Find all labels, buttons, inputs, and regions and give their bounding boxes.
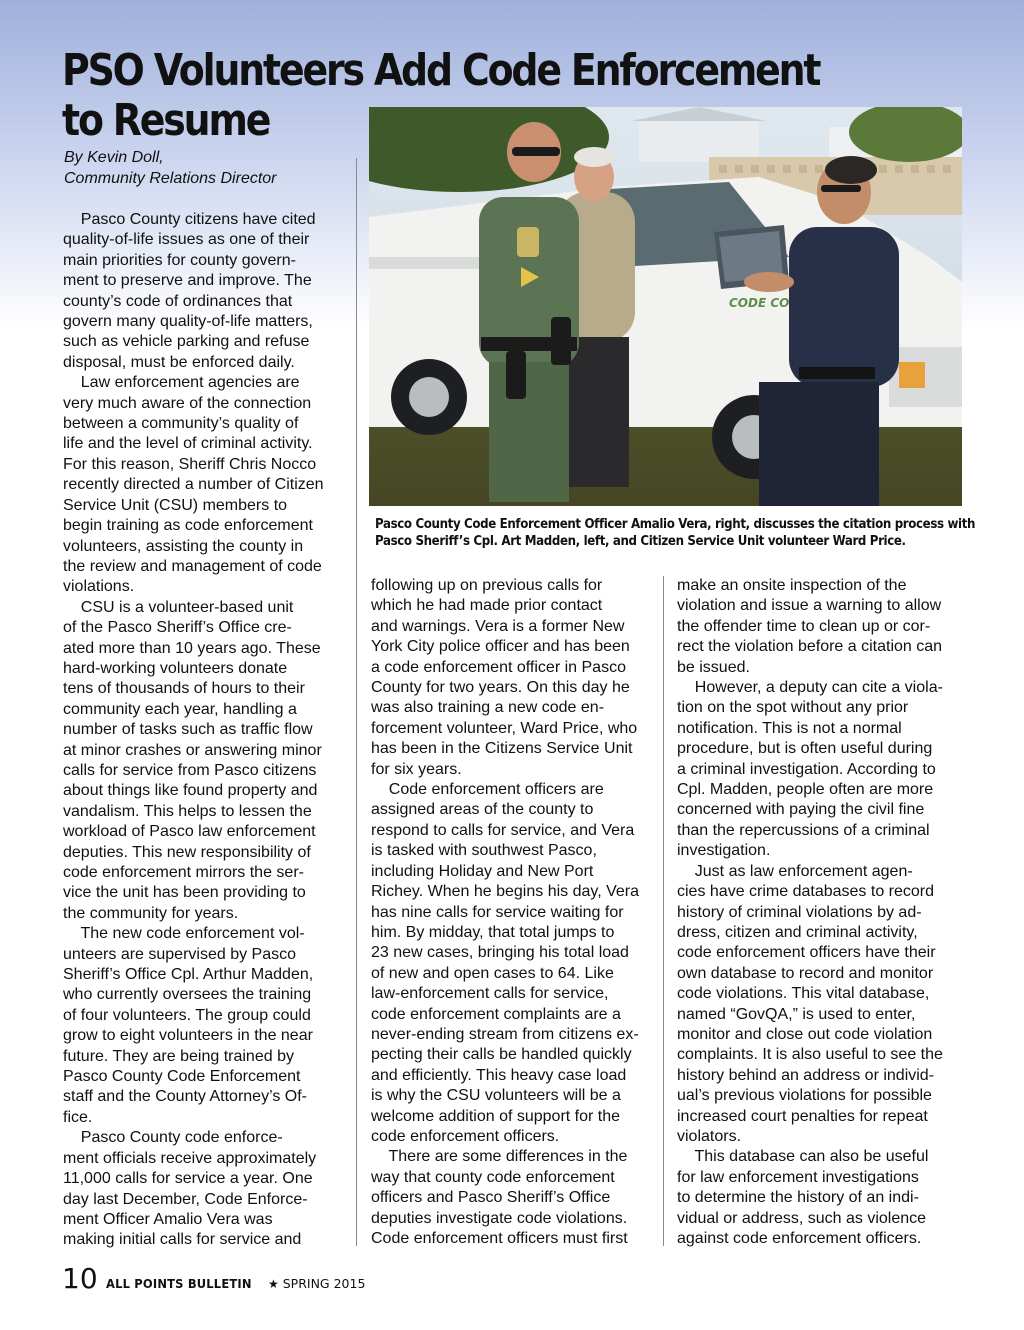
photo-caption-line-2: Pasco Sheriff’s Cpl. Art Madden, left, and Citizen Service Unit volunteer Ward Price. (375, 534, 906, 549)
article-text-line: 23 new cases, bringing his total load (371, 944, 629, 962)
article-text-line: for six years. (371, 760, 462, 778)
article-text-line: govern many quality-of-life matters, (63, 313, 313, 331)
article-text-line: concerned with paying the civil fine (677, 801, 925, 819)
page-number: 10 (62, 1262, 98, 1295)
page-footer (62, 1262, 365, 1295)
article-text-line: is tasked with southwest Pasco, (371, 842, 597, 860)
article-text-line: workload of Pasco law enforcement (63, 823, 316, 841)
article-text-line: For this reason, Sheriff Chris Nocco (63, 455, 317, 473)
article-text-line: which he had made prior contact (371, 597, 603, 615)
article-text-line: complaints. It is also useful to see the (677, 1046, 943, 1064)
article-text-line: history behind an address or individ- (677, 1066, 935, 1084)
article-text-line: Law enforcement agencies are (63, 374, 300, 392)
article-text-line: fice. (63, 1108, 93, 1126)
article-text-line: This database can also be useful (677, 1148, 929, 1166)
article-text-line: disposal, must be enforced daily. (63, 353, 295, 371)
article-text-line: vice the unit has been providing to (63, 884, 306, 902)
article-text-line: the review and management of code (63, 557, 322, 575)
article-text-line: code enforcement officers. (371, 1127, 560, 1145)
truck-door-text: CODE CO (729, 296, 790, 310)
article-text-line: ment officials receive approximately (63, 1149, 317, 1167)
article-text-line: the community for years. (63, 904, 239, 922)
article-text-line: is why the CSU volunteers will be a (371, 1087, 621, 1105)
article-text-line: assigned areas of the county to (371, 801, 594, 819)
article-text-line: including Holiday and New Port (371, 862, 594, 880)
article-text-line: about things like found property and (63, 782, 318, 800)
article-text-line: Service Unit (CSU) members to (63, 496, 288, 514)
article-text-line: own database to record and monitor (677, 964, 934, 982)
article-text-line: Pasco County citizens have cited (63, 211, 316, 228)
article-text-line: main priorities for county govern- (63, 251, 296, 269)
star-icon: ★ (267, 1277, 279, 1291)
article-text-line: code enforcement mirrors the ser- (63, 864, 304, 881)
article-text-line: for law enforcement investigations (677, 1168, 919, 1186)
photo-caption (375, 516, 976, 550)
byline-title: Community Relations Director (64, 169, 277, 187)
article-text-line: welcome addition of support for the (371, 1107, 621, 1125)
article-text-line: him. By midday, that total jumps to (371, 923, 615, 941)
article-text-line: quality-of-life issues as one of their (63, 231, 310, 249)
article-text-line: tens of thousands of hours to their (63, 680, 305, 698)
article-text-line: Pasco County Code Enforcement (63, 1068, 301, 1086)
article-text-line: than the repercussions of a criminal (677, 821, 930, 839)
article-text-line: a code enforcement officer in Pasco (371, 658, 626, 676)
article-text-line: a criminal investigation. According to (677, 760, 936, 778)
article-text-line: Pasco County code enforce- (63, 1129, 283, 1147)
article-text-line: county’s code of ordinances that (63, 292, 293, 310)
photo-illustration (369, 107, 962, 506)
article-text-line: of new and open cases to 64. Like (371, 964, 614, 982)
article-text-line: never-ending stream from citizens ex- (371, 1025, 639, 1043)
article-text-line: at minor crashes or answering minor (63, 741, 322, 759)
article-text-line: pecting their calls be handled quickly (371, 1046, 632, 1064)
article-text-line: history of criminal violations by ad- (677, 903, 922, 921)
article-text-line: code violations. This vital database, (677, 985, 930, 1003)
article-text-line: be issued. (677, 658, 750, 676)
article-text-line: who currently oversees the training (63, 986, 312, 1004)
article-text-line: Code enforcement officers must first (371, 1230, 628, 1247)
article-text-line: way that county code enforcement (371, 1168, 615, 1186)
article-text-line: of the Pasco Sheriff’s Office cre- (63, 619, 292, 637)
article-text-line: forcement volunteer, Ward Price, who (371, 719, 638, 737)
article-text-line: making initial calls for service and (63, 1231, 302, 1249)
article-text-line: law-enforcement calls for service, (371, 985, 609, 1003)
article-text-line: has nine calls for service waiting for (371, 903, 624, 921)
article-text-line: dress, citizen and criminal activity, (677, 923, 918, 941)
article-text-line: 11,000 calls for service a year. One (63, 1170, 313, 1188)
article-text-line: ment to preserve and improve. The (63, 272, 312, 290)
article-text-line: investigation. (677, 842, 771, 860)
issue-label: SPRING 2015 (282, 1276, 366, 1291)
article-text-line: notification. This is not a normal (677, 719, 902, 737)
article-text-line: to determine the history of an indi- (677, 1189, 919, 1207)
article-text-line: violations. (63, 578, 135, 596)
article-text-line: hard-working volunteers donate (63, 659, 288, 677)
article-text-line: Richey. When he begins his day, Vera (371, 883, 639, 901)
article-photo (369, 107, 962, 506)
article-text-line: monitor and close out code violation (677, 1025, 933, 1043)
article-text-line: ual’s previous violations for possible (677, 1087, 932, 1105)
article-text-line: grow to eight volunteers in the near (63, 1027, 313, 1045)
article-text-line: ated more than 10 years ago. These (63, 639, 321, 657)
article-text-line: officers and Pasco Sheriff’s Office (371, 1189, 611, 1207)
column-divider-2 (663, 576, 664, 1246)
article-text-line: Cpl. Madden, people often are more (677, 781, 934, 799)
article-text-line: Just as law enforcement agen- (677, 862, 913, 880)
article-text-line: make an onsite inspection of the (677, 577, 907, 594)
byline (64, 148, 354, 189)
article-text-line: There are some differences in the (371, 1148, 628, 1166)
article-text-line: vidual or address, such as violence (677, 1209, 927, 1227)
headline-line-2: to Resume (62, 95, 270, 146)
article-text-line: ment Officer Amalio Vera was (63, 1210, 273, 1228)
publication-name: ALL POINTS BULLETIN (105, 1276, 252, 1291)
article-text-line: rect the violation before a citation can (677, 638, 943, 656)
article-text-line: was also training a new code en- (371, 699, 605, 717)
article-text-line: vandalism. This helps to lessen the (63, 802, 312, 820)
article-text-line: code enforcement complaints are a (371, 1005, 621, 1023)
article-text-line: procedure, but is often useful during (677, 740, 933, 758)
article-column-1 (63, 210, 348, 1251)
article-text-line: However, a deputy can cite a viola- (677, 679, 943, 697)
article-text-line: number of tasks such as traffic flow (63, 721, 313, 739)
article-text-line: community each year, handling a (63, 700, 297, 718)
article-column-3 (677, 576, 967, 1249)
article-text-line: life and the level of criminal activity. (63, 435, 313, 453)
article-text-line: increased court penalties for repeat (677, 1107, 928, 1125)
article-text-line: deputies investigate code violations. (371, 1209, 628, 1227)
article-text-line: recently directed a number of Citizen (63, 476, 324, 494)
article-text-line: very much aware of the connection (63, 394, 312, 412)
article-text-line: and warnings. Vera is a former New (371, 617, 625, 635)
article-text-line: future. They are being trained by (63, 1047, 294, 1065)
article-text-line: code enforcement officers have their (677, 944, 936, 962)
article-text-line: against code enforcement officers. (677, 1230, 922, 1247)
article-text-line: violators. (677, 1127, 742, 1145)
article-text-line: calls for service from Pasco citizens (63, 761, 317, 779)
article-text-line: Sheriff’s Office Cpl. Arthur Madden, (63, 966, 314, 984)
article-text-line: the offender time to clean up or cor- (677, 617, 931, 635)
article-text-line: York City police officer and has been (371, 638, 630, 656)
byline-author: By Kevin Doll, (64, 149, 164, 166)
article-text-line: County for two years. On this day he (371, 679, 630, 697)
article-text-line: CSU is a volunteer-based unit (63, 598, 294, 616)
article-text-line: such as vehicle parking and refuse (63, 333, 310, 351)
article-text-line: begin training as code enforcement (63, 517, 313, 535)
article-text-line: Code enforcement officers are (371, 781, 604, 799)
article-text-line: volunteers, assisting the county in (63, 537, 304, 555)
article-text-line: unteers are supervised by Pasco (63, 945, 297, 963)
headline-line-1: PSO Volunteers Add Code Enforcement (62, 45, 820, 96)
article-text-line: The new code enforcement vol- (63, 925, 305, 943)
article-text-line: violation and issue a warning to allow (677, 597, 942, 615)
article-text-line: named “GovQA,” is used to enter, (677, 1005, 916, 1023)
article-text-line: respond to calls for service, and Vera (371, 821, 635, 839)
photo-caption-line-1: Pasco County Code Enforcement Officer Amalio Vera, right, discusses the citation process with (375, 517, 976, 532)
article-text-line: tion on the spot without any prior (677, 699, 909, 717)
article-text-line: cies have crime databases to record (677, 883, 935, 901)
article-text-line: of four volunteers. The group could (63, 1006, 311, 1024)
article-text-line: day last December, Code Enforce- (63, 1190, 308, 1208)
article-text-line: following up on previous calls for (371, 577, 603, 594)
column-divider-1 (356, 158, 357, 1246)
article-text-line: deputies. This new responsibility of (63, 843, 311, 861)
article-text-line: has been in the Citizens Service Unit (371, 740, 633, 758)
article-text-line: and efficiently. This heavy case load (371, 1066, 627, 1084)
article-column-2 (371, 576, 656, 1249)
article-text-line: staff and the County Attorney’s Of- (63, 1088, 307, 1106)
article-text-line: between a community’s quality of (63, 415, 299, 433)
